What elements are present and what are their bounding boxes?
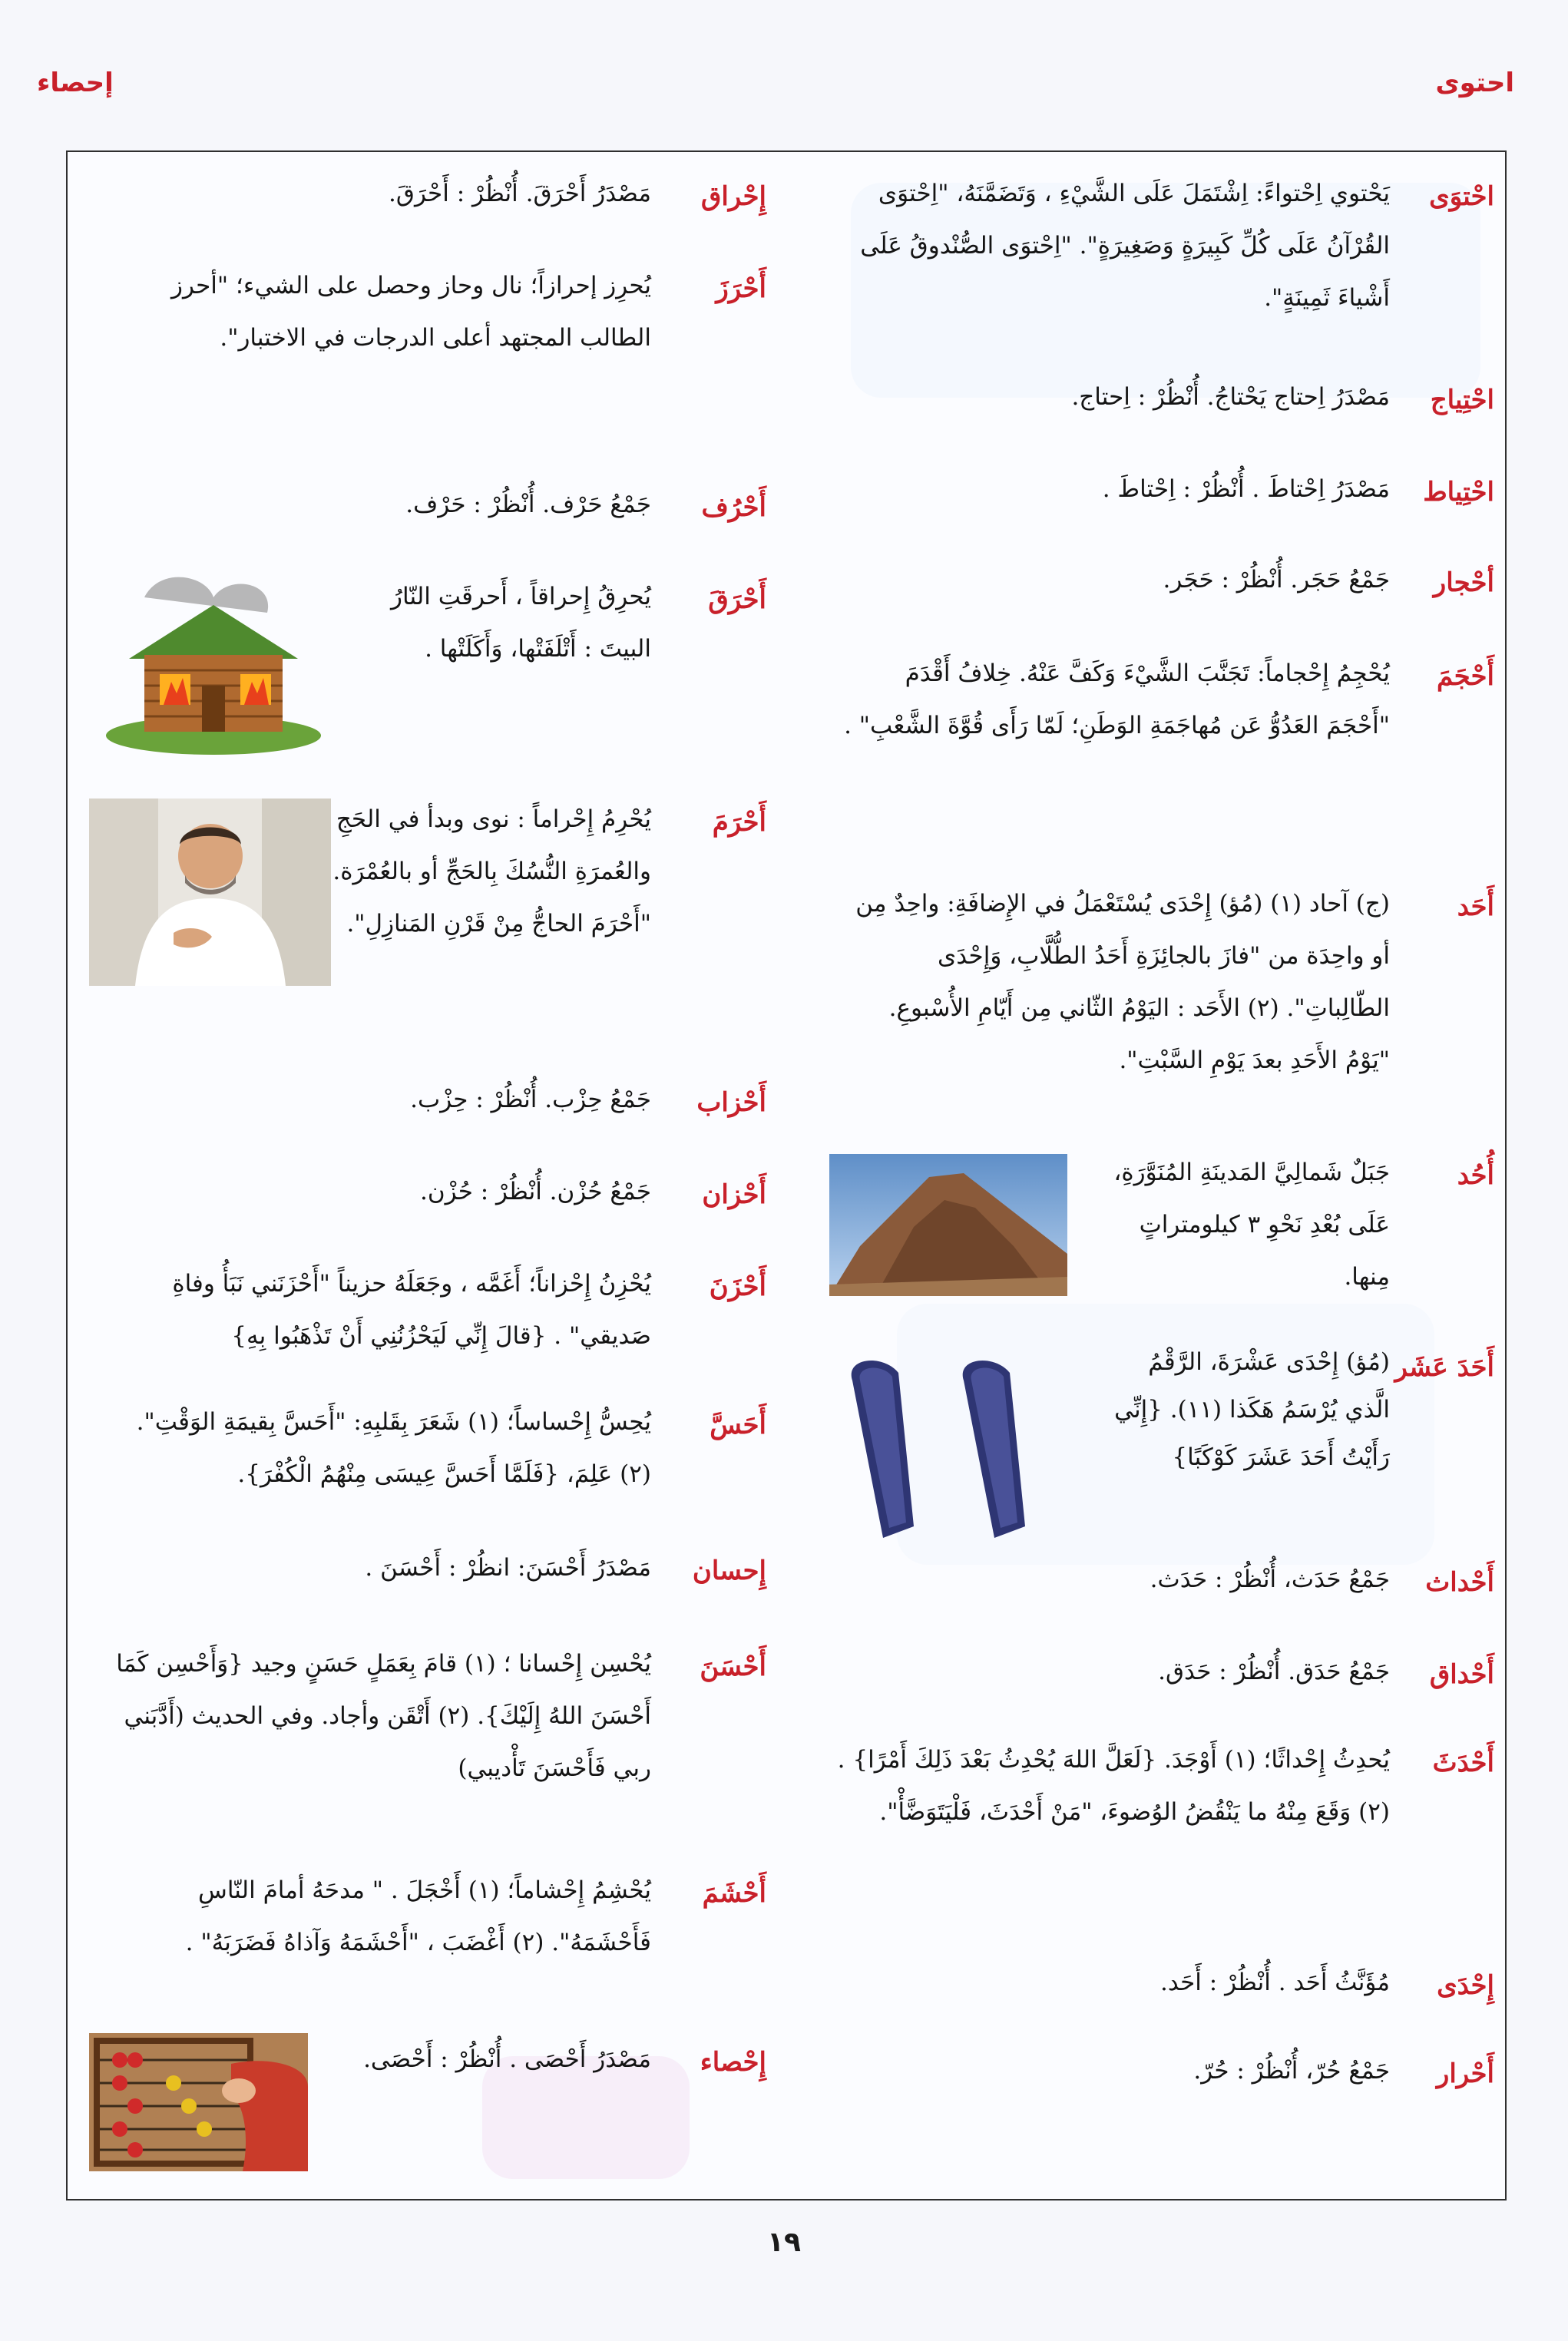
definition: يُحرِقُ إِحراقاً ، أَحرقَتِ النّارُ البيتَ : أَتْلَفَتْها، وَأَكَلَتْها .	[391, 583, 651, 663]
definition: مُؤَنَّثُ أَحَد . أُنْظُرْ : أَحَد.	[1160, 1969, 1390, 1996]
headword: احْتِياج	[1430, 385, 1494, 415]
headword: أَحْرَزَ	[716, 273, 766, 304]
guide-word-left: إحصاء	[37, 68, 114, 98]
headword: أَحْزان	[702, 1179, 766, 1210]
right-column	[822, 152, 1505, 2199]
mount-uhud-photo	[829, 1154, 1067, 1296]
definition: مَصْدَرُ اِحْتاطَ . أُنْظُرْ : اِحْتاطَ .	[1102, 475, 1390, 503]
definition: يَحْتوي اِحْتواءً: اِشْتَمَلَ عَلَى الشَّيْءِ ، وَتَضَمَّنَهُ، "اِحْتوَى القُرْآنُ عَلَى كُلِّ كَبِيرَةٍ وَصَغِيرَةٍ". "اِحْتوَى الصُّنْدوقُ عَلَى أَشْياءَ ثَمِينَةٍ".	[860, 180, 1390, 312]
headword: أحْجار	[1433, 567, 1494, 598]
definition: يُحْرِمُ إِحْراماً : نوى وبدأ في الحَجِ والعُمرَةِ النُّسُكَ بِالحَجِّ أو بالعُمْرَة. "أَحْرَمَ الحاجُّ مِنْ قَرْنِ المَنازِلِ".	[332, 805, 651, 937]
headword: أَحْجَمَ	[1436, 661, 1494, 692]
headword: إِحْدَى	[1437, 1970, 1494, 2001]
definition: (مُؤ) إِحْدَى عَشْرَةَ، الرَّقْمُ الَّذي يُرْسَمُ هَكَذا (١١). {إِنِّي رَأَيْتُ أَحَدَ عَشَرَ كَوْكَبًا}	[1114, 1348, 1390, 1471]
headword: أَحْرَقَ	[708, 584, 766, 615]
definition: جَمْعُ حُرّ، أُنْظُرْ : حُرّ.	[1193, 2057, 1390, 2085]
definition: مَصْدَرُ اِحتاج يَحْتاجُ. أُنْظُرْ : اِحتاج.	[1071, 383, 1390, 411]
headword: أَحْداث	[1425, 1567, 1494, 1598]
headword: أَحْرَمَ	[712, 807, 766, 838]
headword: أَحْسَنَ	[700, 1652, 766, 1682]
definition: جَمْعُ حَرْف. أُنْظُرْ : حَرْف.	[405, 491, 651, 518]
headword: أَحَدَ عَشَر	[1394, 1352, 1494, 1383]
headword: احْتوَى	[1429, 181, 1494, 212]
definition: يُحْشِمُ إِحْشاماً؛ (١) أَخْجَلَ . " مدحَهُ أمامَ النّاسِ فَأَحْشَمَهُ". (٢) أَغْضَبَ ، "أَحْشَمَهُ وَآذاهُ فَضَرَبَهُ" .	[185, 1876, 651, 1956]
definition: جَمْعُ حَدَث، أُنْظُرْ : حَدَث.	[1150, 1566, 1390, 1593]
headword: أَحْرار	[1436, 2058, 1494, 2089]
definition: يُحْجِمُ إِحْجاماً: تَجَنَّبَ الشَّيْءَ وَكَفَّ عَنْهُ. خِلافُ أَقْدَمَ "أَحْجَمَ العَدُوُّ عَن مُهاجَمَةِ الوَطَنِ؛ لَمّا رَأَى قُوَّةَ الشَّعْبِ" .	[844, 660, 1390, 739]
definition: يُحْسِن إِحْسانا ؛ (١) قامَ بِعَمَلٍ حَسَنٍ وجيد {وَأَحْسِن كَمَا أَحْسَنَ اللهُ إِلَيْكَ}. (٢) أَتْقَن وأجاد. وفي الحديث (أَدَّبَني ربي فَأَحْسَنَ تَأْديبي)	[116, 1650, 651, 1782]
definition: (ج) آحاد (١) (مُؤ) إِحْدَى يُسْتَعْمَلُ في الإِضافَةِ: واحِدٌ مِن أو واحِدَة من "فازَ بالجائِزَةِ أَحَدُ الطُّلَّابِ، وَإِحْدَى الطّالِباتِ". (٢) الأَحَد : اليَوْمُ الثّاني مِن أَيّامِ الأُسْبوعِ. "يَوْمُ الأَحَدِ بعدَ يَوْمِ السَّبْتِ".	[855, 890, 1390, 1074]
definition: مَصْدَرُ أَحْصَى . أُنْظُرْ : أَحْصَى.	[363, 2045, 651, 2073]
definition: مَصْدَرُ أَحْرَقَ. أُنْظُرْ : أَحْرَقَ.	[389, 180, 651, 207]
headword: إِحْراق	[700, 181, 766, 212]
page-frame	[66, 150, 1507, 2200]
definition: جَمْعُ حَدَق. أُنْظُرْ : حَدَق.	[1158, 1658, 1390, 1685]
page-number: ١٩	[767, 2227, 801, 2258]
definition: جَمْعُ حُزْن. أُنْظُرْ : حُزْن.	[420, 1178, 651, 1205]
definition: جَمْعُ حِزْب. أُنْظُرْ : حِزْب.	[410, 1086, 651, 1113]
guide-word-right: احتوى	[1435, 68, 1514, 98]
definition: مَصْدَرُ أَحْسَنَ: انظُرْ : أَحْسَنَ .	[365, 1554, 651, 1582]
abacus-photo	[89, 2033, 308, 2171]
headword: أُحُد	[1457, 1160, 1494, 1191]
headword: أَحَد	[1457, 891, 1494, 922]
headword: أَحْزَنَ	[709, 1271, 766, 1302]
headword: أَحْدَثَ	[1432, 1747, 1494, 1778]
headword: إِحْصاء	[700, 2047, 766, 2078]
headword: أَحْرُف	[701, 492, 766, 523]
definition: يُحرِز إحرازاً؛ نال وحاز وحصل على الشيء؛ "أحرز الطالب المجتهد أعلى الدرجات في الاختبار".	[171, 272, 651, 352]
ihram-man-photo	[89, 799, 331, 986]
headword: أَحَسَّ	[710, 1410, 766, 1440]
headword: أَحْداق	[1429, 1659, 1494, 1690]
definition: جَبَلٌ شَمالِيَّ المَدينَةِ المُنَوَّرَةِ، عَلَى بُعْدِ نَحْوِ ٣ كيلومتراتٍ مِنها.	[1113, 1159, 1390, 1291]
definition: جَمْعُ حَجَر. أُنْظُرْ : حَجَر.	[1163, 566, 1390, 594]
definition: يُحِسُّ إِحْساساً؛ (١) شَعَرَ بِقَلبِهِ: "أَحَسَّ بِقيمَةِ الوَقْتِ". (٢) عَلِمَ، {فَلَمَّا أَحَسَّ عِيسَى مِنْهُمُ الْكُفْرَ}.	[136, 1408, 651, 1488]
burning-house-image	[98, 551, 329, 759]
definition: يُحدِثُ إِحْداثًا؛ (١) أَوْجَدَ. {لَعَلَّ اللهَ يُحْدِثُ بَعْدَ ذَلِكَ أَمْرًا} . (٢) وَقَعَ مِنْهُ ما يَنْقُضُ الوُضوءَ، "مَنْ أَحْدَثَ، فَلْيَتَوَضَّأْ".	[837, 1746, 1390, 1826]
headword: أَحْزاب	[696, 1087, 766, 1118]
headword: أَحْشَمَ	[702, 1878, 766, 1909]
left-column	[68, 152, 782, 2199]
definition: يُحْزِنُ إِحْزاناً؛ أَغَمَّه ، وجَعَلَهُ حزيناً "أَحْزَنَني نَبَأُ وفاةِ صَديقي" . {قالَ إِنِّي لَيَحْزُنُنِي أَنْ تَذْهَبُوا بِهِ}	[172, 1270, 651, 1350]
numeral-eleven-graphic	[829, 1350, 1060, 1549]
headword: إِحسان	[692, 1556, 766, 1586]
headword: احْتِياط	[1423, 477, 1494, 508]
